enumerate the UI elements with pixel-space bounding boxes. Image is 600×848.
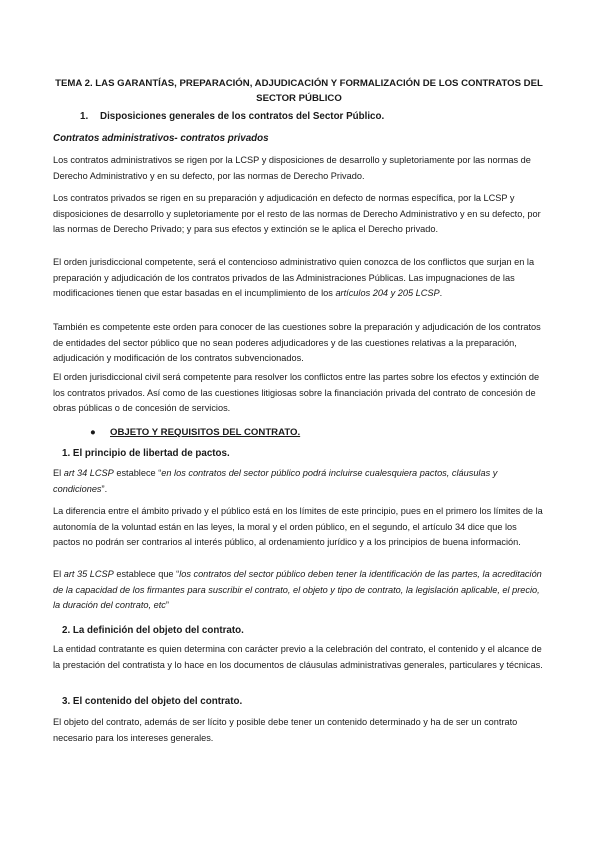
paragraph-4: También es competente este orden para conocer de las cuestiones sobre la preparación y adjudicación de los contratos de entidades del sector público que no sean poderes adjudicadores y de las cuestiones relativas a la preparación, adjudicación y modificación de los contratos subvencionados. <box>53 322 541 364</box>
paragraph-6-lead: El <box>53 468 64 478</box>
paragraph-8-mid: establece que “ <box>113 569 180 579</box>
bullet-heading <box>90 426 300 439</box>
document-title: TEMA 2. LAS GARANTÍAS, PREPARACIÓN, ADJUDICACIÓN Y FORMALIZACIÓN DE LOS CONTRATOS DEL SECTOR PÚBLICO <box>55 78 543 104</box>
paragraph-3 <box>53 255 545 302</box>
paragraph-5: El orden jurisdiccional civil será competente para resolver los conflictos entre las partes sobre los efectos y extinción de los contratos privados. Así como de las cuestiones litigiosas sobre la financiación privada del contrato de concesión de obras públicas o de concesión de servicios. <box>53 372 540 414</box>
paragraph-8-ref: art 35 LCSP <box>63 569 114 579</box>
paragraph-7: La diferencia entre el ámbito privado y el público está en los límites de este principio, pues en el primero los límites de la autonomía de la voluntad están en las leyes, la moral y el orden público, en el segundo, el artículo 34 dice que los pactos no podrán ser contrarios al interés público, al ordenamiento jurídico y a los principios de buena información. <box>53 506 543 548</box>
paragraph-8-quote: los contratos del sector público deben tener la identificación de las partes, la acreditación de la capacidad de los firmantes para suscribir el contrato, el objeto y tipo de contrato, la legislación aplicable, el precio, la duración del contrato, etc <box>53 569 542 611</box>
paragraph-10: El objeto del contrato, además de ser lícito y posible debe tener un contenido determinado y ha de ser un contrato necesario para los intereses generales. <box>53 717 518 743</box>
subheading-contratos: Contratos administrativos- contratos privados <box>53 133 269 144</box>
paragraph-6-end: ”. <box>101 483 108 494</box>
bullet-heading-label: OBJETO Y REQUISITOS DEL CONTRATO. <box>110 427 301 438</box>
paragraph-1: Los contratos administrativos se rigen por la LCSP y disposiciones de desarrollo y supletoriamente por las normas de Derecho Administrativo y en su defecto, por las normas de Derecho Privado. <box>53 155 531 181</box>
section-1-heading <box>80 110 384 123</box>
paragraph-8-end: ” <box>165 600 169 611</box>
heading-2-number: 2. <box>62 625 71 636</box>
paragraph-6-mid: establece “ <box>113 468 162 478</box>
paragraph-2: Los contratos privados se rigen en su preparación y adjudicación en defecto de normas específica, por la LCSP y disposiciones de desarrollo y supletoriamente por el resto de las normas de Derecho Administrativo y en su defecto, por las normas de Derecho Privado; y para sus efectos y extinción se le aplica el Derecho privado. <box>53 193 541 235</box>
paragraph-3-italic-ref: artículos 204 y 205 LCSP <box>335 288 440 299</box>
paragraph-6-ref: art 34 LCSP <box>63 468 114 478</box>
paragraph-9: La entidad contratante es quien determina con carácter previo a la celebración del contrato, el contenido y el alcance de la prestación del contratista y lo hace en los documentos de cláusulas administrativas generales, particulares y técnicas. <box>53 644 543 670</box>
paragraph-8 <box>53 567 545 614</box>
heading-1-number: 1. <box>62 448 71 459</box>
heading-3-contenido <box>62 695 242 708</box>
heading-3-number: 3. <box>62 696 71 707</box>
paragraph-8-lead: El <box>53 569 64 579</box>
paragraph-3-end: . <box>439 288 443 299</box>
paragraph-6 <box>53 466 545 497</box>
heading-2-label: La definición del objeto del contrato. <box>72 625 244 636</box>
bullet-dot-icon: ● <box>90 427 96 438</box>
paragraph-3-text: El orden jurisdiccional competente, será el contencioso administrativo quien conozca de los conflictos que surjan en la preparación y adjudicación de los contratos privados de las Administraciones Públicas. Las impugnaciones de las modificaciones tienen que estar basadas en el incumplimiento de los <box>53 257 535 299</box>
section-1-label: Disposiciones generales de los contratos del Sector Público. <box>100 111 385 122</box>
section-1-number: 1. <box>80 111 89 122</box>
paragraph-6-quote: en los contratos del sector público podrá incluirse cualesquiera pactos, cláusulas y condiciones <box>53 468 498 494</box>
heading-1-libertad <box>62 447 230 460</box>
heading-1-label: El principio de libertad de pactos. <box>72 448 230 459</box>
heading-2-definicion <box>62 624 244 637</box>
heading-3-label: El contenido del objeto del contrato. <box>72 696 243 707</box>
